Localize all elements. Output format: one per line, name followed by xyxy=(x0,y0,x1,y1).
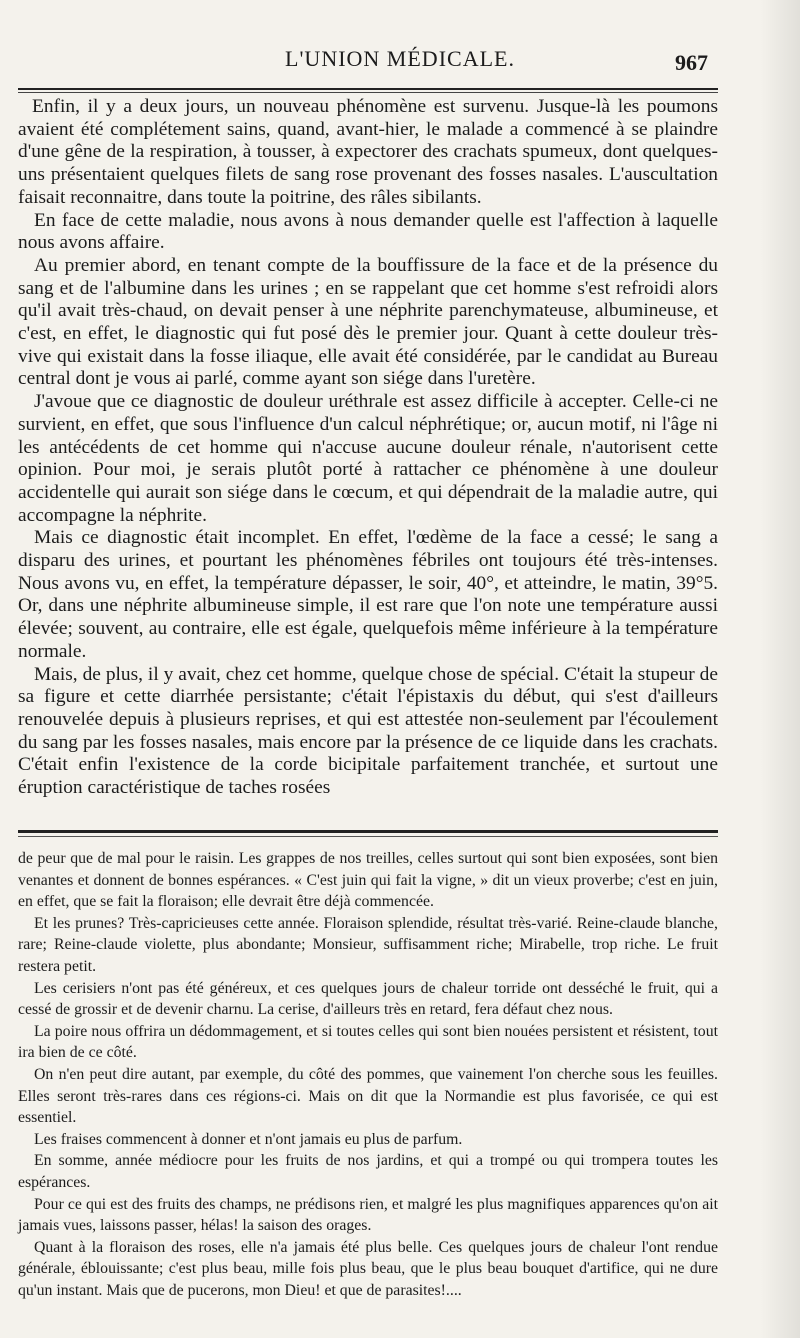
paragraph: J'avoue que ce diagnostic de douleur uréthrale est assez difficile à accepter. Celle-ci ne survient, en effet, que sous l'influence d'un calcul néphrétique; or, aucun motif, ni l'âge ni les antécédents de cet homme qui n'accuse aucune douleur rénale, n'autorisent cette opinion. Pour moi, je serais plutôt porté à rattacher ce phénomène à une douleur accidentelle qui aurait son siége dans le cœcum, et qui dépendrait de la maladie autre, qui accompagne la néphrite. xyxy=(18,391,718,526)
paragraph: Mais ce diagnostic était incomplet. En effet, l'œdème de la face a cessé; le sang a disparu des urines, et pourtant les phénomènes fébriles ont toujours été très-intenses. Nous avons vu, en effet, la température dépasser, le soir, 40°, et atteindre, le matin, 39°5. Or, dans une néphrite albumineuse simple, il est rare que l'on note une température aussi élevée; souvent, au contraire, elle est égale, quelquefois même inférieure à la température normale. xyxy=(18,527,718,662)
main-text xyxy=(18,96,718,800)
paragraph: Au premier abord, en tenant compte de la bouffissure de la face et de la présence du sang et de l'albumine dans les urines ; en se rappelant que cet homme s'est refroidi alors qu'il avait très-chaud, on devait penser à une néphrite parenchymateuse, albumineuse, et c'est, en effet, le diagnostic qui fut posé dès le premier jour. Quant à cette douleur très-vive qui existait dans la fosse iliaque, elle avait été considérée, par le candidat au Bureau central dont je vous ai parlé, comme ayant son siége dans l'uretère. xyxy=(18,254,718,390)
page-header xyxy=(0,46,800,82)
running-title: L'UNION MÉDICALE. xyxy=(285,46,515,71)
feuilleton-text xyxy=(18,848,718,1301)
paragraph: En face de cette maladie, nous avons à nous demander quelle est l'affection à laquelle nous avons affaire. xyxy=(18,209,718,254)
note-paragraph: En somme, année médiocre pour les fruits de nos jardins, et qui a trompé ou qui trompera toutes les espérances. xyxy=(18,1152,718,1191)
note-paragraph: Quant à la floraison des roses, elle n'a jamais été plus belle. Ces quelques jours de chaleur l'ont rendue générale, éblouissante; c'est plus beau, mille fois plus beau, que le plus beau bouquet d'artifice, qui ne dure qu'un instant. Mais que de pucerons, mon Dieu! et que de parasites!.... xyxy=(18,1238,718,1299)
note-paragraph: de peur que de mal pour le raisin. Les grappes de nos treilles, celles surtout qui sont bien exposées, sont bien venantes et donnent de bonnes espérances. « C'est juin qui fait la vigne, » dit un vieux proverbe; c'est en juin, en effet, que se fait la floraison; elle devrait être déjà commencée. xyxy=(18,850,718,911)
paragraph: Enfin, il y a deux jours, un nouveau phénomène est survenu. Jusque-là les poumons avaient été complétement sains, quand, avant-hier, le malade a commencé à se plaindre d'une gêne de la respiration, à tousser, à expectorer des crachats spumeux, dont quelques-uns présentaient quelques filets de sang rose provenant des fosses nasales. L'auscultation faisait reconnaitre, dans toute la poitrine, des râles sibilants. xyxy=(18,96,718,208)
section-separator-thin xyxy=(18,836,718,837)
paragraph: Mais, de plus, il y avait, chez cet homme, quelque chose de spécial. C'était la stupeur de sa figure et cette diarrhée persistante; c'était l'épistaxis du début, qui s'est d'ailleurs renouvelée depuis à plusieurs reprises, et qui est attestée non-seulement par l'écoulement du sang par les fosses nasales, mais encore par la présence de ce liquide dans les crachats. C'était enfin l'existence de la corde bicipitale parfaitement tranchée, et surtout une éruption caractéristique de taches rosées xyxy=(18,663,718,799)
header-rule-thin xyxy=(18,92,718,93)
note-paragraph: Les fraises commencent à donner et n'ont jamais eu plus de parfum. xyxy=(34,1130,463,1148)
page-edge-shadow xyxy=(760,0,800,1338)
note-paragraph: Et les prunes? Très-capricieuses cette année. Floraison splendide, résultat très-varié. Reine-claude blanche, rare; Reine-claude violette, plus abondante; Monsieur, suffisamment riche; Mirabelle, trop riche. Le fruit restera petit. xyxy=(18,914,718,975)
note-paragraph: Pour ce qui est des fruits des champs, ne prédisons rien, et malgré les plus magnifiques apparences qu'on ait jamais vues, laissons passer, hélas! la saison des orages. xyxy=(18,1195,718,1235)
note-paragraph: La poire nous offrira un dédommagement, et si toutes celles qui sont bien nouées persistent et résistent, tout ira bien de ce côté. xyxy=(18,1022,718,1062)
note-paragraph: Les cerisiers n'ont pas été généreux, et ces quelques jours de chaleur torride ont desséché le fruit, qui a cessé de grossir et de devenir charnu. La cerise, d'ailleurs très en retard, fera défaut chez nous. xyxy=(18,979,718,1019)
section-separator xyxy=(18,830,718,833)
header-rule xyxy=(18,88,718,90)
page-number: 967 xyxy=(675,50,708,75)
note-paragraph: On n'en peut dire autant, par exemple, du côté des pommes, que vainement l'on cherche sous les feuilles. Elles seront très-rares dans ces régions-ci. Mais on dit que la Normandie est plus favorisée, ce qui est essentiel. xyxy=(18,1065,718,1127)
